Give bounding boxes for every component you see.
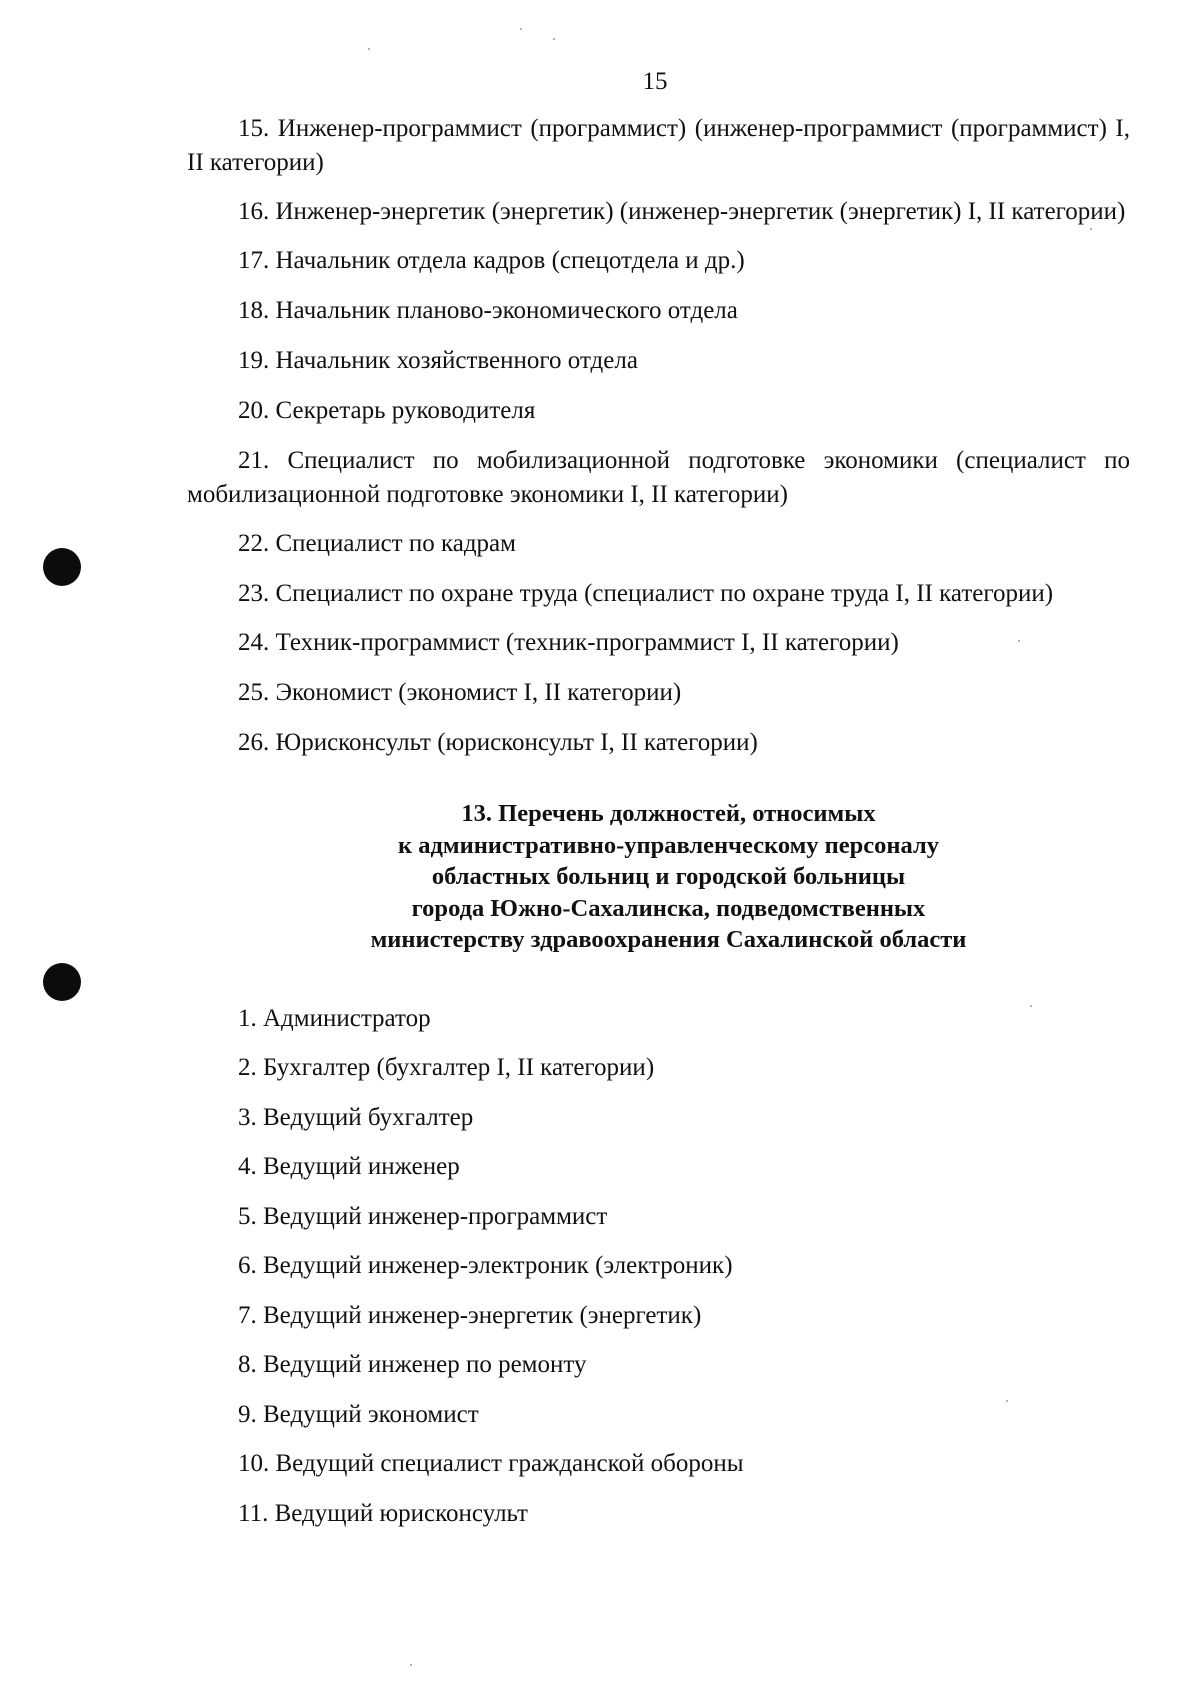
list-item: 22. Специалист по кадрам	[238, 530, 516, 557]
list-item: 2. Бухгалтер (бухгалтер I, II категории)	[238, 1054, 655, 1081]
list-item: 11. Ведущий юрисконсульт	[238, 1499, 528, 1527]
list-item: 6. Ведущий инженер-электроник (электроник)	[238, 1252, 733, 1279]
list-item: 10. Ведущий специалист гражданской обороны	[238, 1450, 744, 1477]
scan-speck	[553, 38, 555, 40]
list-item: 24. Техник-программист (техник-программист I, II категории)	[238, 629, 899, 656]
list-item: 1. Администратор	[238, 1004, 431, 1032]
page-number: 15	[642, 68, 668, 95]
list-item: 7. Ведущий инженер-энергетик (энергетик)	[238, 1301, 702, 1329]
list-item: 21. Специалист по мобилизационной подготовке экономики (специалист по мобилизационной подготовке экономики I, II категории)	[187, 447, 1130, 508]
section-heading-line: к административно-управленческому персоналу	[398, 831, 939, 859]
list-item: 18. Начальник планово-экономического отдела	[238, 297, 738, 324]
section-heading-line: 13. Перечень должностей, относимых	[461, 800, 876, 827]
scan-speck	[368, 48, 370, 50]
section-heading-line: министерству здравоохранения Сахалинской области	[370, 926, 967, 953]
list-item: 15. Инженер-программист (программист) (инженер-программист (программист) I, II категории)	[187, 115, 1130, 176]
list-item: 17. Начальник отдела кадров (спецотдела и др.)	[238, 247, 745, 274]
positions-list-section-13	[187, 1002, 1130, 1531]
list-item: 20. Секретарь руководителя	[238, 397, 536, 424]
punch-hole-mark	[43, 548, 81, 586]
list-item: 19. Начальник хозяйственного отдела	[238, 347, 638, 374]
list-item: 26. Юрисконсульт (юрисконсульт I, II категории)	[238, 729, 758, 756]
list-item: 5. Ведущий инженер-программист	[238, 1202, 608, 1230]
section-heading-line: областных больниц и городской больницы	[431, 863, 906, 890]
list-item: 23. Специалист по охране труда (специалист по охране труда I, II категории)	[238, 580, 1054, 607]
punch-hole-mark	[43, 963, 81, 1001]
scan-speck	[520, 28, 522, 30]
list-item: 16. Инженер-энергетик (энергетик) (инженер-энергетик (энергетик) I, II категории)	[238, 198, 1126, 225]
positions-list-continued	[187, 112, 1130, 760]
section-heading	[187, 798, 1130, 956]
section-heading-line: города Южно-Сахалинска, подведомственных	[411, 894, 926, 922]
list-item: 9. Ведущий экономист	[238, 1400, 479, 1428]
list-item: 25. Экономист (экономист I, II категории)	[238, 679, 682, 706]
list-item: 4. Ведущий инженер	[238, 1153, 460, 1180]
scan-speck	[410, 1664, 412, 1666]
document-body	[187, 112, 1130, 1546]
list-item: 8. Ведущий инженер по ремонту	[238, 1351, 587, 1378]
list-item: 3. Ведущий бухгалтер	[238, 1103, 474, 1131]
